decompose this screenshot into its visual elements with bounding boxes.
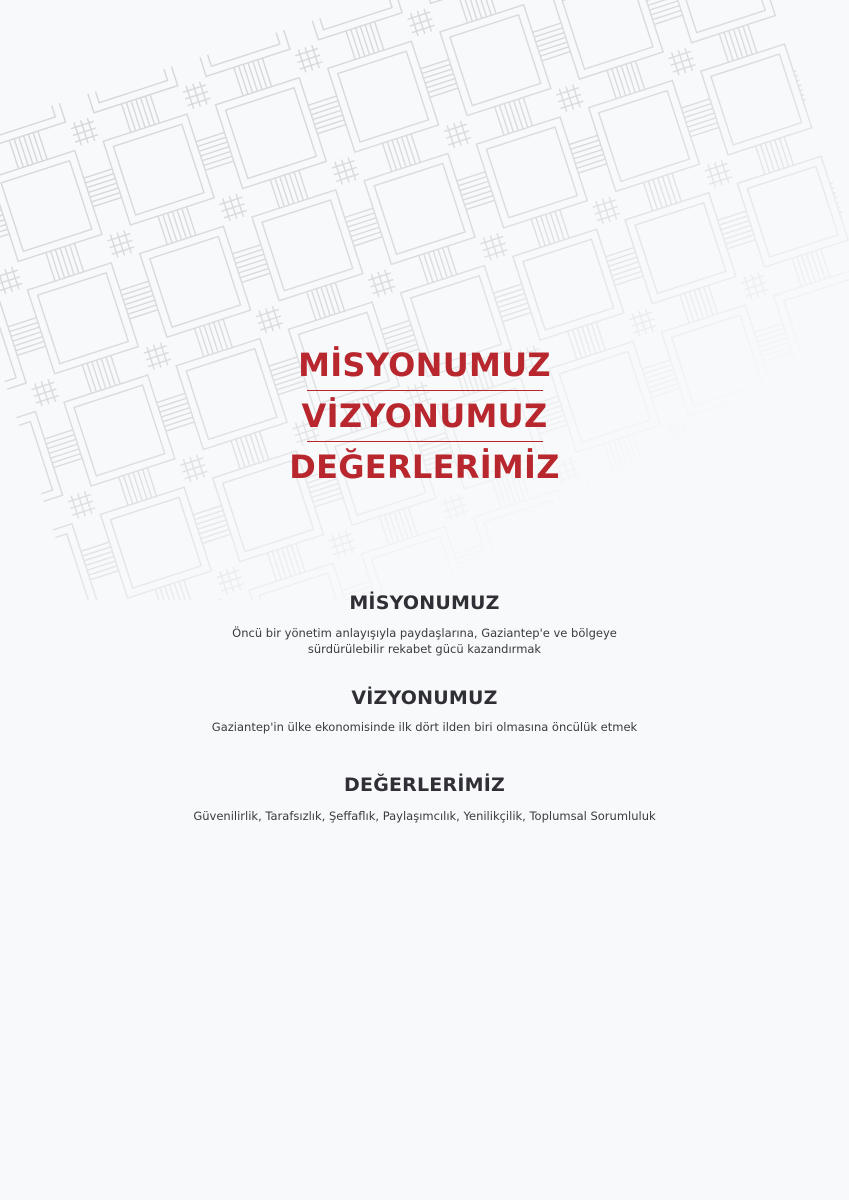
- hero-title-block: [0, 340, 849, 492]
- mission-text-line-1: Öncü bir yönetim anlayışıyla paydaşlarına, Gaziantep'e ve bölgeye: [232, 626, 617, 640]
- hero-title-values: DEĞERLERİMİZ: [289, 448, 560, 486]
- values-heading: DEĞERLERİMİZ: [344, 774, 505, 796]
- mission-section: [0, 592, 849, 657]
- values-section: [0, 774, 849, 824]
- hero-title-mission: MİSYONUMUZ: [298, 346, 551, 384]
- vision-text: Gaziantep'in ülke ekonomisinde ilk dört ilden biri olmasına öncülük etmek: [211, 720, 638, 734]
- vision-section: [0, 687, 849, 735]
- mission-text-line-2: sürdürülebilir rekabet gücü kazandırmak: [307, 642, 542, 656]
- vision-heading: VİZYONUMUZ: [351, 687, 498, 709]
- hero-title-vision: VİZYONUMUZ: [301, 397, 548, 435]
- mission-heading: MİSYONUMUZ: [349, 592, 500, 614]
- values-text: Güvenilirlik, Tarafsızlık, Şeffaflık, Paylaşımcılık, Yenilikçilik, Toplumsal Sorumluluk: [193, 809, 656, 823]
